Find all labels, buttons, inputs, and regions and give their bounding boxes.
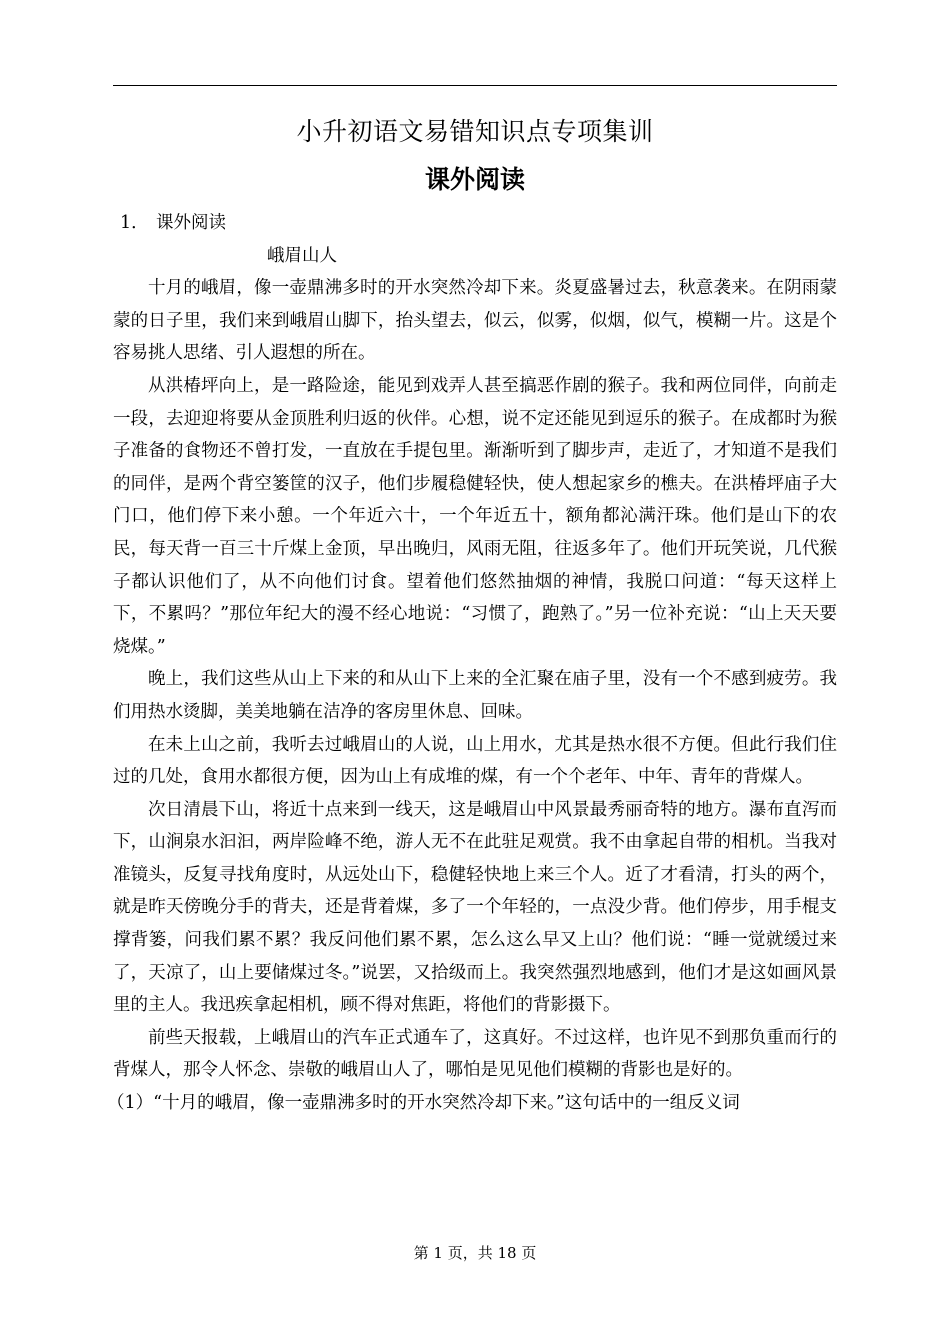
page-title: 小升初语文易错知识点专项集训 (296, 117, 654, 146)
essay-paragraph: 在未上山之前，我听去过峨眉山的人说，山上用水，尤其是热水很不方便。但此行我们住过的几处，食用水都很方便，因为山上有成堆的煤，有一个个老年、中年、青年的背煤人。 (113, 734, 837, 788)
page-footer: 第 1 页，共 18 页 (413, 1244, 537, 1262)
essay-title: 峨眉山人 (267, 245, 337, 266)
question-label: 课外阅读 (156, 213, 226, 233)
essay-paragraph: 晚上，我们这些从山上下来的和从山下上来的全汇聚在庙子里，没有一个不感到疲劳。我们用热水烫脚，美美地躺在洁净的客房里休息、回味。 (113, 669, 837, 722)
document-body (107, 207, 837, 1120)
essay-paragraph: 从洪椿坪向上，是一路险途，能见到戏弄人甚至搞恶作剧的猴子。我和两位同伴，向前走一段，去迎迎将要从金顶胜利归返的伙伴。心想，说不定还能见到逗乐的猴子。在成都时为猴子准备的食物还不曾打发，一直放在手提包里。渐渐听到了脚步声，走近了，才知道不是我们的同伴，是两个背空篓筐的汉子，他们步履稳健轻快，使人想起家乡的樵夫。在洪椿坪庙子大门口，他们停下来小憩。一个年近六十，一个年近五十，额角都沁满汗珠。他们是山下的农民，每天背一百三十斤煤上金顶，早出晚归，风雨无阻，往返多年了。他们开玩笑说，几代猴子都认识他们了，从不向他们讨食。望着他们悠然抽烟的神情，我脱口问道：“每天这样上下，不累吗？”那位年纪大的漫不经心地说：“习惯了，跑熟了。”另一位补充说：“山上天天要烧煤。” (113, 375, 837, 657)
sub-question: （1）“十月的峨眉，像一壶鼎沸多时的开水突然冷却下来。”这句话中的一组反义词 (107, 1093, 740, 1114)
header-rule (113, 85, 837, 86)
essay-paragraph: 次日清晨下山，将近十点来到一线天，这是峨眉山中风景最秀丽奇特的地方。瀑布直泻而下，山涧泉水汩汩，两岸险峰不绝，游人无不在此驻足观赏。我不由拿起自带的相机。当我对准镜头，反复寻找角度时，从远处山下，稳健轻快地上来三个人。近了才看清，打头的两个，就是昨天傍晚分手的背夫，还是背着煤，多了一个年轻的，一点没少背。他们停步，用手棍支撑背篓，问我们累不累？我反问他们累不累，怎么这么早又上山？他们说：“睡一觉就缓过来了，天凉了，山上要储煤过冬。”说罢，又拾级而上。我突然强烈地感到，他们才是这如画风景里的主人。我迅疾拿起相机，顾不得对焦距，将他们的背影摄下。 (113, 799, 837, 1016)
page-subtitle: 课外阅读 (424, 165, 525, 194)
essay-paragraph: 十月的峨眉，像一壶鼎沸多时的开水突然冷却下来。炎夏盛暑过去，秋意袭来。在阴雨蒙蒙的日子里，我们来到峨眉山脚下，抬头望去，似云，似雾，似烟，似气，模糊一片。这是个容易挑人思绪、引人遐想的所在。 (113, 278, 837, 364)
question-number: 1． (120, 213, 149, 233)
essay-paragraph: 前些天报载，上峨眉山的汽车正式通车了，这真好。不过这样，也许见不到那负重而行的背煤人，那令人怀念、崇敬的峨眉山人了，哪怕是见见他们模糊的背影也是好的。 (113, 1027, 837, 1081)
question-heading (113, 207, 837, 240)
